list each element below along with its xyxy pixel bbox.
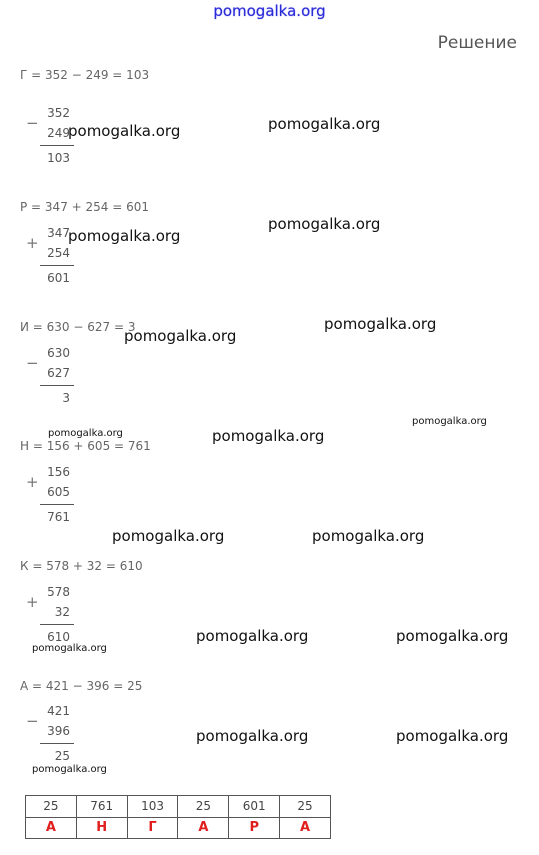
answer-letters-row xyxy=(26,817,331,839)
watermark-text: pomogalka.org xyxy=(112,527,225,545)
equation-k: К = 578 + 32 = 610 xyxy=(20,559,143,573)
sum-line xyxy=(40,624,74,625)
watermark-text: pomogalka.org xyxy=(312,527,425,545)
operand-bottom: 249 xyxy=(47,126,70,140)
answer-number: 25 xyxy=(178,796,229,818)
watermark-text: pomogalka.org xyxy=(268,115,381,133)
operand-bottom: 32 xyxy=(54,605,70,619)
watermark-text: pomogalka.org xyxy=(48,428,123,439)
sum-line xyxy=(40,385,74,386)
answer-number: 103 xyxy=(127,796,178,818)
answer-letter: Г xyxy=(127,817,178,839)
sum-line xyxy=(40,743,74,744)
watermark-text: pomogalka.org xyxy=(324,315,437,333)
answer-number: 761 xyxy=(76,796,127,818)
operand-top: 347 xyxy=(47,226,70,240)
result: 601 xyxy=(47,271,70,285)
operation-sign: + xyxy=(26,473,39,491)
answer-numbers-row xyxy=(26,796,331,818)
equation-r: Р = 347 + 254 = 601 xyxy=(20,200,149,214)
operand-top: 630 xyxy=(47,346,70,360)
answer-number: 601 xyxy=(229,796,280,818)
operation-sign: − xyxy=(26,712,39,730)
watermark-text: pomogalka.org xyxy=(412,416,487,427)
column-calc-g xyxy=(26,106,76,186)
operand-bottom: 254 xyxy=(47,246,70,260)
operand-bottom: 627 xyxy=(47,366,70,380)
column-calc-n xyxy=(26,465,76,545)
watermark-text: pomogalka.org xyxy=(396,727,509,745)
operand-bottom: 605 xyxy=(47,485,70,499)
operand-bottom: 396 xyxy=(47,724,70,738)
sum-line xyxy=(40,145,74,146)
sum-line xyxy=(40,504,74,505)
watermark-text: pomogalka.org xyxy=(396,627,509,645)
result: 610 xyxy=(47,630,70,644)
watermark-text: pomogalka.org xyxy=(212,427,325,445)
watermark-text: pomogalka.org xyxy=(32,764,107,775)
answer-letter: Н xyxy=(76,817,127,839)
operand-top: 578 xyxy=(47,585,70,599)
watermark-text: pomogalka.org xyxy=(196,627,309,645)
operation-sign: + xyxy=(26,234,39,252)
sum-line xyxy=(40,265,74,266)
answer-letter: Р xyxy=(229,817,280,839)
watermark-text: pomogalka.org xyxy=(68,227,181,245)
operation-sign: − xyxy=(26,114,39,132)
equation-g: Г = 352 − 249 = 103 xyxy=(20,68,150,82)
watermark-text: pomogalka.org xyxy=(124,327,237,345)
site-header: pomogalka.org xyxy=(213,2,326,20)
equation-a: А = 421 − 396 = 25 xyxy=(20,679,143,693)
solution-heading: Решение xyxy=(437,33,517,53)
watermark-text: pomogalka.org xyxy=(268,215,381,233)
result: 25 xyxy=(54,749,70,763)
result: 3 xyxy=(62,391,70,405)
watermark-text: pomogalka.org xyxy=(32,643,107,654)
operation-sign: − xyxy=(26,354,39,372)
column-calc-i xyxy=(26,346,76,426)
answer-table xyxy=(25,795,331,839)
operand-top: 421 xyxy=(47,704,70,718)
operand-top: 156 xyxy=(47,465,70,479)
watermark-text: pomogalka.org xyxy=(196,727,309,745)
equation-n: Н = 156 + 605 = 761 xyxy=(20,439,151,453)
result: 761 xyxy=(47,510,70,524)
watermark-text: pomogalka.org xyxy=(68,122,181,140)
answer-letter: А xyxy=(26,817,77,839)
answer-letter: А xyxy=(280,817,331,839)
answer-letter: А xyxy=(178,817,229,839)
equation-i: И = 630 − 627 = 3 xyxy=(20,320,136,334)
answer-number: 25 xyxy=(280,796,331,818)
operation-sign: + xyxy=(26,593,39,611)
operand-top: 352 xyxy=(47,106,70,120)
answer-number: 25 xyxy=(26,796,77,818)
result: 103 xyxy=(47,151,70,165)
